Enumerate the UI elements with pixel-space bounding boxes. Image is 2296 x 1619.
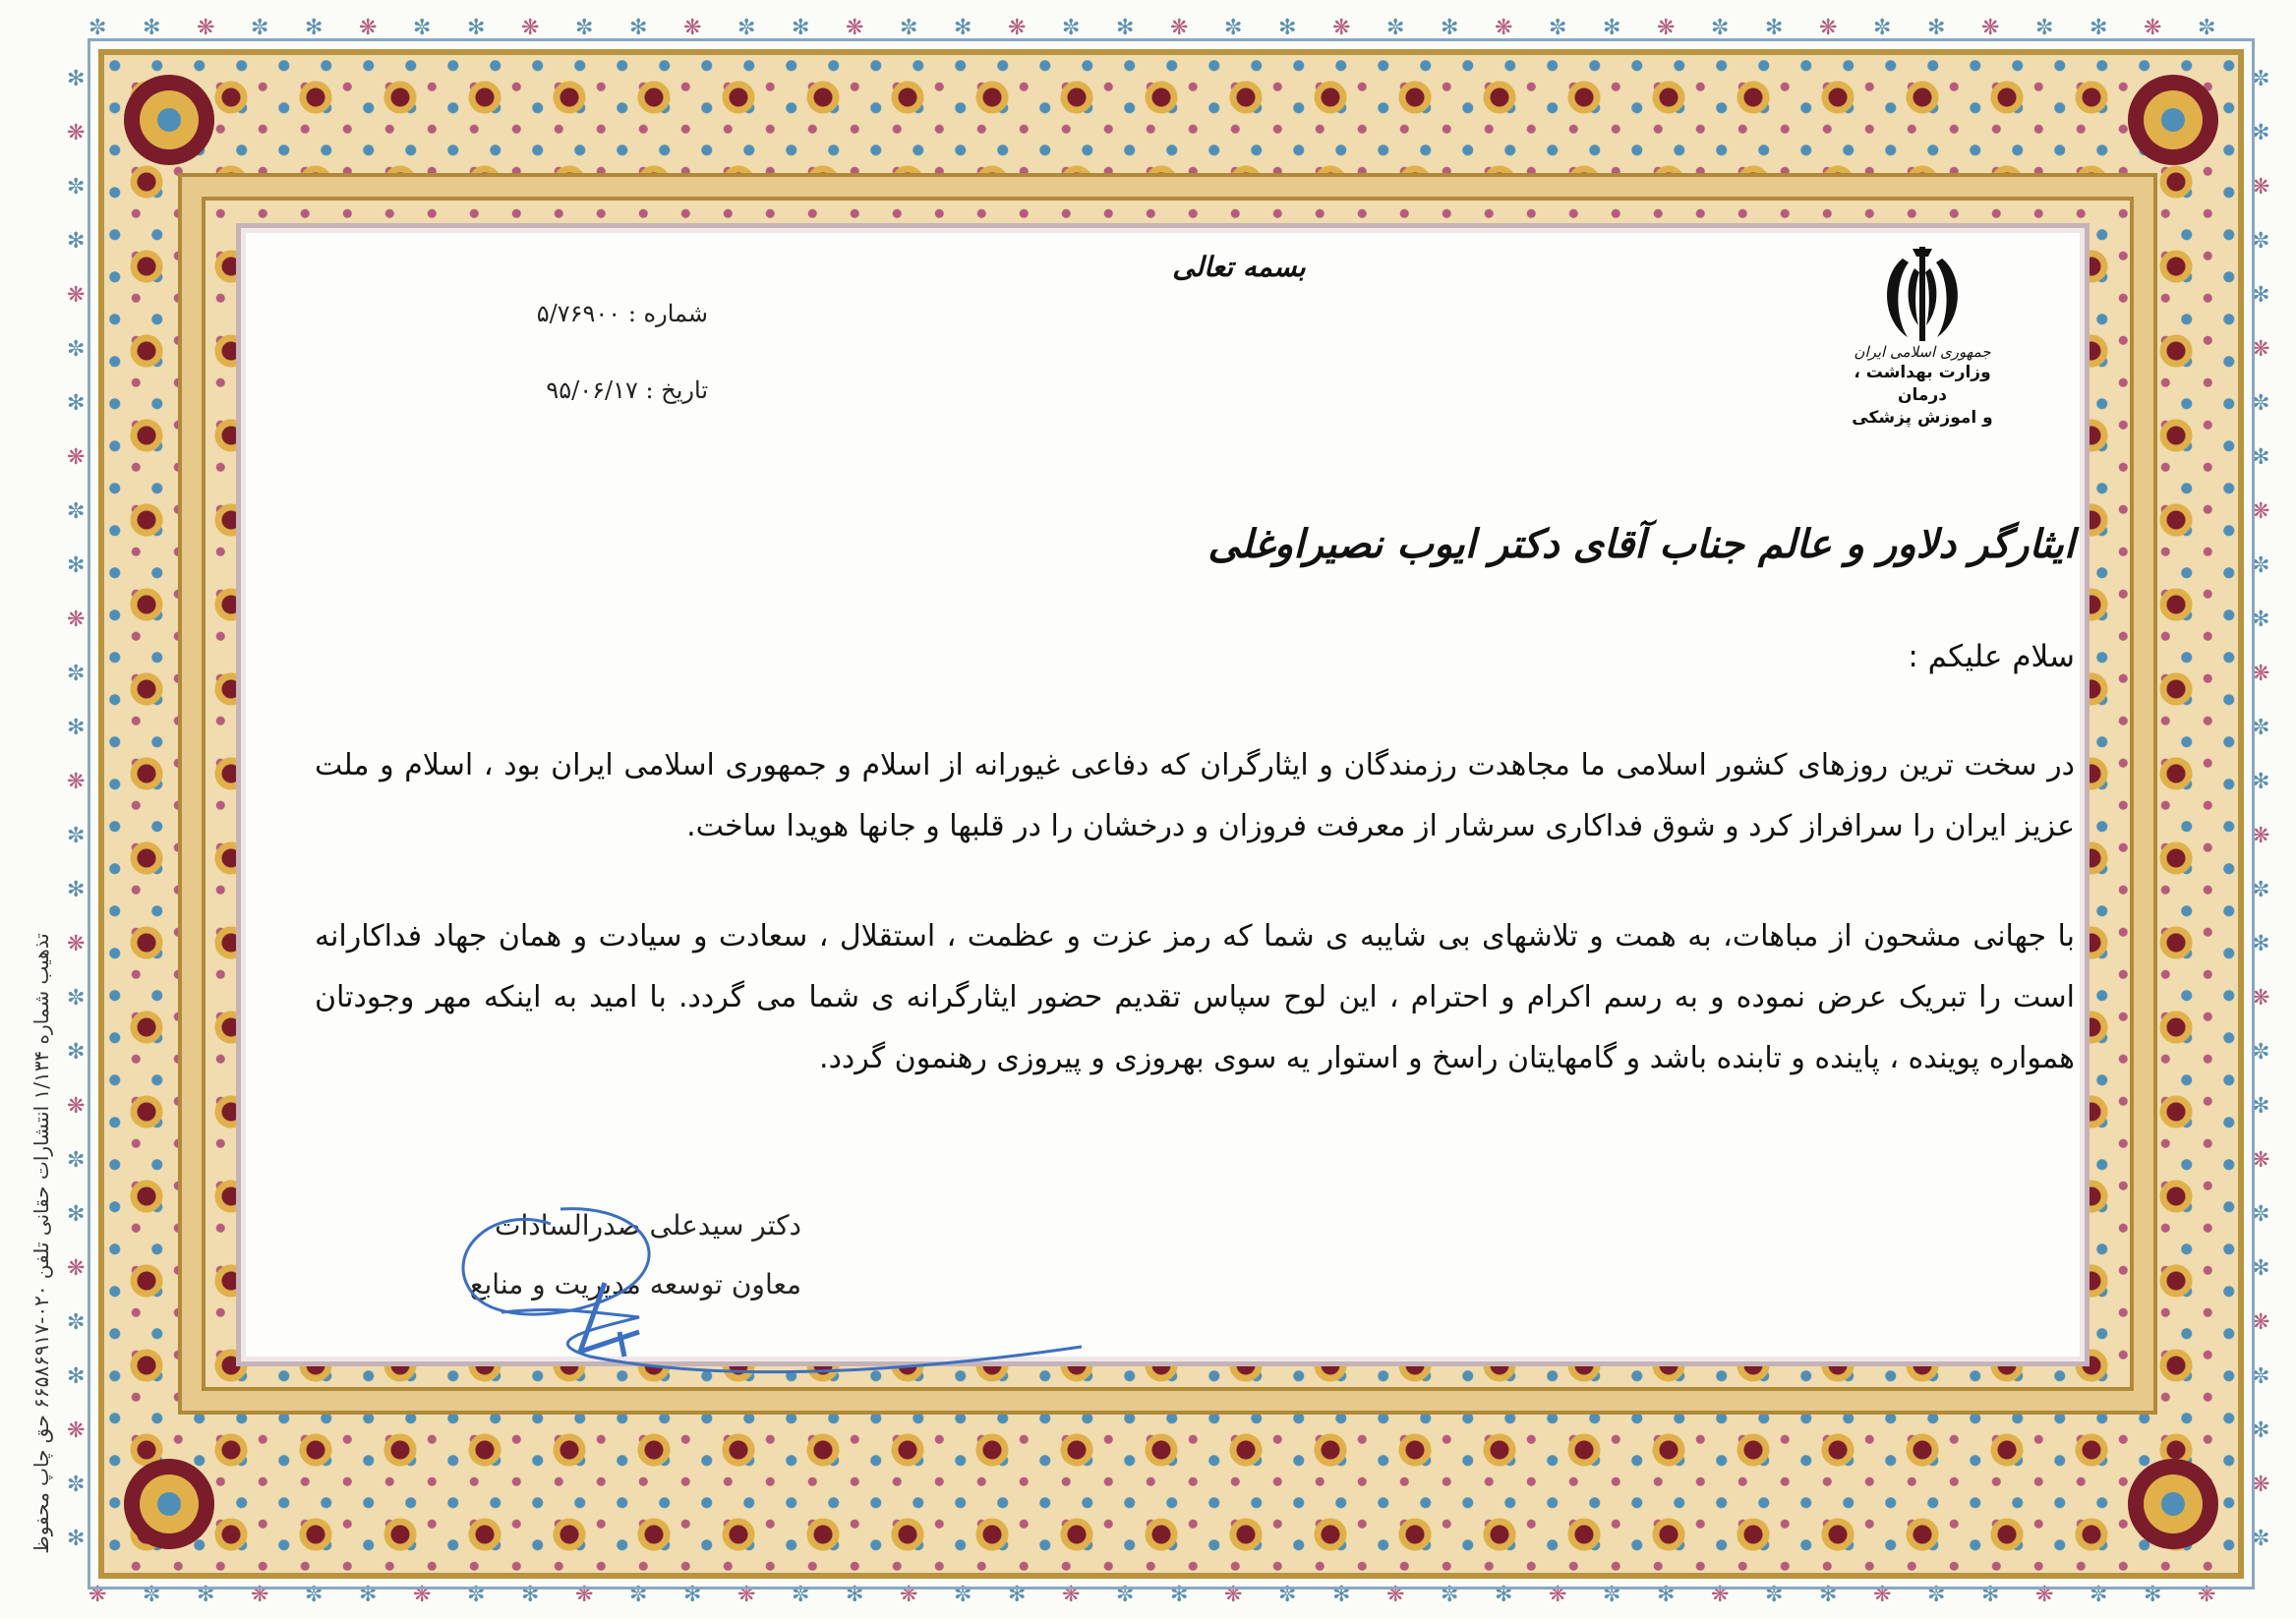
ornament-dot: ✻	[359, 1583, 378, 1607]
ornament-dot: ❋	[521, 16, 540, 40]
ornament-dot: ❋	[67, 770, 86, 794]
signatory-name: دکتر سیدعلی صدرالسادات	[495, 1209, 801, 1242]
ornament-dot: ✼	[67, 337, 86, 362]
ornament-dot: ✻	[2252, 607, 2270, 632]
ornament-dot: ❋	[575, 1583, 594, 1607]
ornament-dot: ✼	[2252, 878, 2270, 902]
ornament-dot: ✻	[2252, 770, 2270, 794]
ministry-line-country: جمهوری اسلامی ایران	[1854, 343, 1991, 361]
ornament-dot: ✼	[2252, 391, 2270, 416]
ornament-dot: ❋	[2252, 499, 2270, 524]
ornament-dot: ❋	[197, 16, 215, 40]
ornament-dot: ✼	[629, 1583, 648, 1607]
ornament-dot: ✻	[67, 1364, 86, 1389]
ornament-dot: ❋	[413, 1583, 432, 1607]
ornament-dot: ✼	[67, 1310, 86, 1335]
ornament-dot: ❋	[1008, 16, 1027, 40]
ornament-dot: ✼	[1927, 1583, 1946, 1607]
ornament-dot: ✼	[1603, 1583, 1621, 1607]
corner-medallion-top-right	[2114, 61, 2232, 179]
ornament-dot: ❋	[1981, 16, 2000, 40]
ministry-line-education: و اموزش پزشکی	[1852, 408, 1993, 429]
ornament-dot: ❋	[1062, 1583, 1081, 1607]
ornament-dot: ❋	[2252, 1473, 2270, 1497]
ornament-dot: ✼	[1765, 1583, 1784, 1607]
ornament-dot: ❋	[1224, 1583, 1243, 1607]
ornament-dot: ✻	[2252, 1418, 2270, 1443]
ornament-dot: ✼	[67, 662, 86, 686]
corner-medallion-bottom-right	[2114, 1445, 2232, 1563]
ornament-dot: ✻	[67, 67, 86, 91]
ornament-dot: ❋	[67, 1256, 86, 1281]
ornament-dot: ✻	[629, 16, 648, 40]
ornament-dot: ❋	[2252, 986, 2270, 1011]
ornament-dot: ✻	[954, 16, 972, 40]
body-paragraph-1: در سخت ترین روزهای کشور اسلامی ما مجاهدت رزمندگان و ایثارگران که دفاعی غیورانه از اسلام و جمهوری اسلامی ایران بود ، اسلام و ملت عزیز ایران را سرافراز کرد و شوق فداکاری سرشار از معرفت فروزان و درخشان را در قلبها و جانها هویدا ساخت.	[315, 748, 2075, 843]
ornament-dot: ✻	[1332, 1583, 1351, 1607]
ornament-dot: ✼	[2252, 1040, 2270, 1065]
ornament-dot: ✻	[1927, 16, 1946, 40]
ornament-dot: ❋	[67, 1418, 86, 1443]
ornament-dot: ✼	[792, 1583, 810, 1607]
ornament-dot: ✻	[1278, 16, 1297, 40]
ornament-dot: ✻	[1441, 16, 1459, 40]
ornament-dot: ❋	[1711, 1583, 1730, 1607]
ornament-dot: ❋	[1495, 16, 1513, 40]
ornament-dot: ✼	[900, 16, 918, 40]
ornament-dot: ❋	[1819, 16, 1838, 40]
ornament-dot: ❋	[2252, 1148, 2270, 1173]
ornament-dot: ✻	[467, 16, 486, 40]
ornament-dot: ❋	[1873, 1583, 1892, 1607]
ornament-dot: ❋	[1386, 1583, 1405, 1607]
letter-date-label: تاریخ :	[645, 376, 708, 404]
ornament-dot: ✼	[1711, 16, 1730, 40]
ornament-dot: ❋	[846, 16, 864, 40]
ornament-dot: ✻	[1008, 1583, 1027, 1607]
ornament-dot: ✼	[67, 499, 86, 524]
ornament-dot: ✻	[2090, 16, 2108, 40]
ornament-dot: ✼	[143, 1583, 161, 1607]
ornament-dot: ✻	[67, 1040, 86, 1065]
ornament-dot: ❋	[683, 16, 702, 40]
ornament-dot: ❋	[1657, 16, 1676, 40]
ornament-dot: ❋	[2252, 1310, 2270, 1335]
signatory-title: معاون توسعه مدیریت و منابع	[469, 1268, 801, 1301]
ornament-dot: ❋	[67, 932, 86, 956]
bismillah-heading: بسمه تعالی	[1172, 251, 1306, 283]
ornament-dot: ✼	[67, 175, 86, 200]
ornament-dot: ✼	[1278, 1583, 1297, 1607]
ornament-dot: ✻	[1765, 16, 1784, 40]
ornament-dot: ✼	[1116, 1583, 1135, 1607]
salutation: سلام علیکم :	[1908, 639, 2075, 674]
ornament-dot: ✼	[1549, 16, 1567, 40]
ministry-line-name: وزارت بهداشت ، درمان	[1854, 363, 1991, 406]
letter-date	[413, 376, 708, 404]
ornament-dot: ✼	[2252, 716, 2270, 740]
ornament-dot: ✻	[1170, 1583, 1189, 1607]
ornament-dot: ✼	[67, 986, 86, 1011]
ornament-dot: ✻	[67, 1527, 86, 1551]
ornament-dot: ❋	[2144, 16, 2162, 40]
ornament-dot: ✼	[67, 1473, 86, 1497]
ornament-dot: ❋	[251, 1583, 269, 1607]
ornament-dot: ✻	[683, 1583, 702, 1607]
ornament-dot: ✻	[2252, 121, 2270, 145]
ornament-dot: ❋	[1170, 16, 1189, 40]
ornament-dot: ✻	[67, 716, 86, 740]
letter-number-value: ۵/۷۶۹۰۰	[536, 300, 621, 327]
ornament-dot: ✼	[737, 16, 756, 40]
ornament-dot: ❋	[737, 1583, 756, 1607]
ornament-dot: ✻	[67, 553, 86, 578]
ornament-dot: ❋	[2252, 662, 2270, 686]
ornament-dot: ❋	[2252, 337, 2270, 362]
ornament-dot: ✻	[2144, 1583, 2162, 1607]
ornament-dot: ✼	[67, 824, 86, 848]
ornament-dot: ✼	[305, 1583, 324, 1607]
ornament-dot: ✻	[792, 16, 810, 40]
ornament-dot: ❋	[67, 607, 86, 632]
ornament-dot: ✼	[2090, 1583, 2108, 1607]
ornament-dot: ✻	[67, 1202, 86, 1227]
letter-number-label: شماره :	[627, 300, 708, 327]
ornament-dot: ✻	[1116, 16, 1135, 40]
ornament-dot: ✻	[2252, 445, 2270, 470]
ornament-dot: ✼	[2252, 1364, 2270, 1389]
body-paragraph-2: با جهانی مشحون از مباهات، به همت و تلاشهای بی شایبه ی شما که رمز عزت و عظمت ، استقلال ، سعادت و سیادت و همان جهاد فداکارانه است را تبریک عرض نموده و به رسم اکرام و احترام ، این لوح سپاس تقدیم حضور ایثارگرانه ی شما می گردد. با امید به اینکه مهر وجودتان همواره پوینده ، پاینده و تابنده باشد و گامهایتان راسخ و استوار یه سوی بهروزی و پیروزی رهنمون گردد.	[315, 919, 2075, 1075]
ornament-dot: ❋	[2198, 1583, 2216, 1607]
ornament-dot: ✼	[1062, 16, 1081, 40]
handwritten-signature	[433, 1185, 1121, 1391]
corner-medallion-bottom-left	[110, 1445, 228, 1563]
ornament-dot: ✼	[575, 16, 594, 40]
ornament-dot: ✼	[2252, 1202, 2270, 1227]
ornament-dot: ✻	[521, 1583, 540, 1607]
publisher-print: تذهیب شماره ۱/۱۳۴ انتشارات حقانی تلفن ۰۲۰-۶۶۵۸۶۹۱۷ حق چاپ محفوظ	[29, 933, 53, 1554]
ornament-dot: ✼	[1386, 16, 1405, 40]
ornament-dot: ✼	[2035, 16, 2054, 40]
letter-number	[413, 300, 708, 327]
ornament-dot: ✼	[467, 1583, 486, 1607]
ornament-dot: ✻	[305, 16, 324, 40]
ornament-dot: ✻	[1603, 16, 1621, 40]
ornament-dot: ✼	[413, 16, 432, 40]
ornament-dot: ✼	[2198, 16, 2216, 40]
ornament-dot: ❋	[359, 16, 378, 40]
ornament-dot: ❋	[2252, 824, 2270, 848]
ornament-dot: ✼	[1224, 16, 1243, 40]
corner-medallion-top-left	[110, 61, 228, 179]
ornament-dot: ❋	[88, 1583, 107, 1607]
ornament-dot: ✼	[1441, 1583, 1459, 1607]
ornament-dot: ✻	[2252, 1094, 2270, 1119]
ornament-dot: ✻	[143, 16, 161, 40]
ornament-dot: ✻	[67, 229, 86, 254]
ornament-dot: ✼	[67, 1148, 86, 1173]
ornament-dot: ✻	[2252, 932, 2270, 956]
ornament-dot: ❋	[67, 121, 86, 145]
ornament-dot: ❋	[67, 283, 86, 308]
ornament-dot: ❋	[1549, 1583, 1567, 1607]
ornament-dot: ✼	[2252, 1527, 2270, 1551]
ornament-dot: ❋	[2252, 175, 2270, 200]
ornament-dot: ✼	[2252, 553, 2270, 578]
ornament-dot: ✻	[2252, 1256, 2270, 1281]
ornament-dot: ✻	[197, 1583, 215, 1607]
ornament-dot: ✻	[1657, 1583, 1676, 1607]
ornament-dot: ✻	[2252, 283, 2270, 308]
ornament-dot: ✼	[88, 16, 107, 40]
iran-emblem-icon	[1873, 241, 1972, 349]
ornament-dot: ✻	[1981, 1583, 2000, 1607]
ornament-dot: ❋	[67, 445, 86, 470]
ornament-dot: ✼	[954, 1583, 972, 1607]
ornament-dot: ✻	[67, 391, 86, 416]
ornament-dot: ✼	[251, 16, 269, 40]
ornament-dot: ❋	[67, 1094, 86, 1119]
ornament-dot: ✻	[1495, 1583, 1513, 1607]
ornament-dot: ✻	[67, 878, 86, 902]
ornament-dot: ✻	[1819, 1583, 1838, 1607]
ornament-dot: ❋	[2035, 1583, 2054, 1607]
ornament-dot: ❋	[1332, 16, 1351, 40]
ornament-dot: ✻	[846, 1583, 864, 1607]
letter-date-value: ۹۵/۰۶/۱۷	[546, 376, 638, 404]
ministry-letterhead	[1829, 342, 2016, 430]
ornament-dot: ✼	[2252, 67, 2270, 91]
recipient-line: ایثارگر دلاور و عالم جناب آقای دکتر ایوب نصیراوغلی	[1207, 521, 2075, 567]
ornament-dot: ✼	[2252, 229, 2270, 254]
ornament-dot: ✼	[1873, 16, 1892, 40]
ornament-dot: ❋	[900, 1583, 918, 1607]
